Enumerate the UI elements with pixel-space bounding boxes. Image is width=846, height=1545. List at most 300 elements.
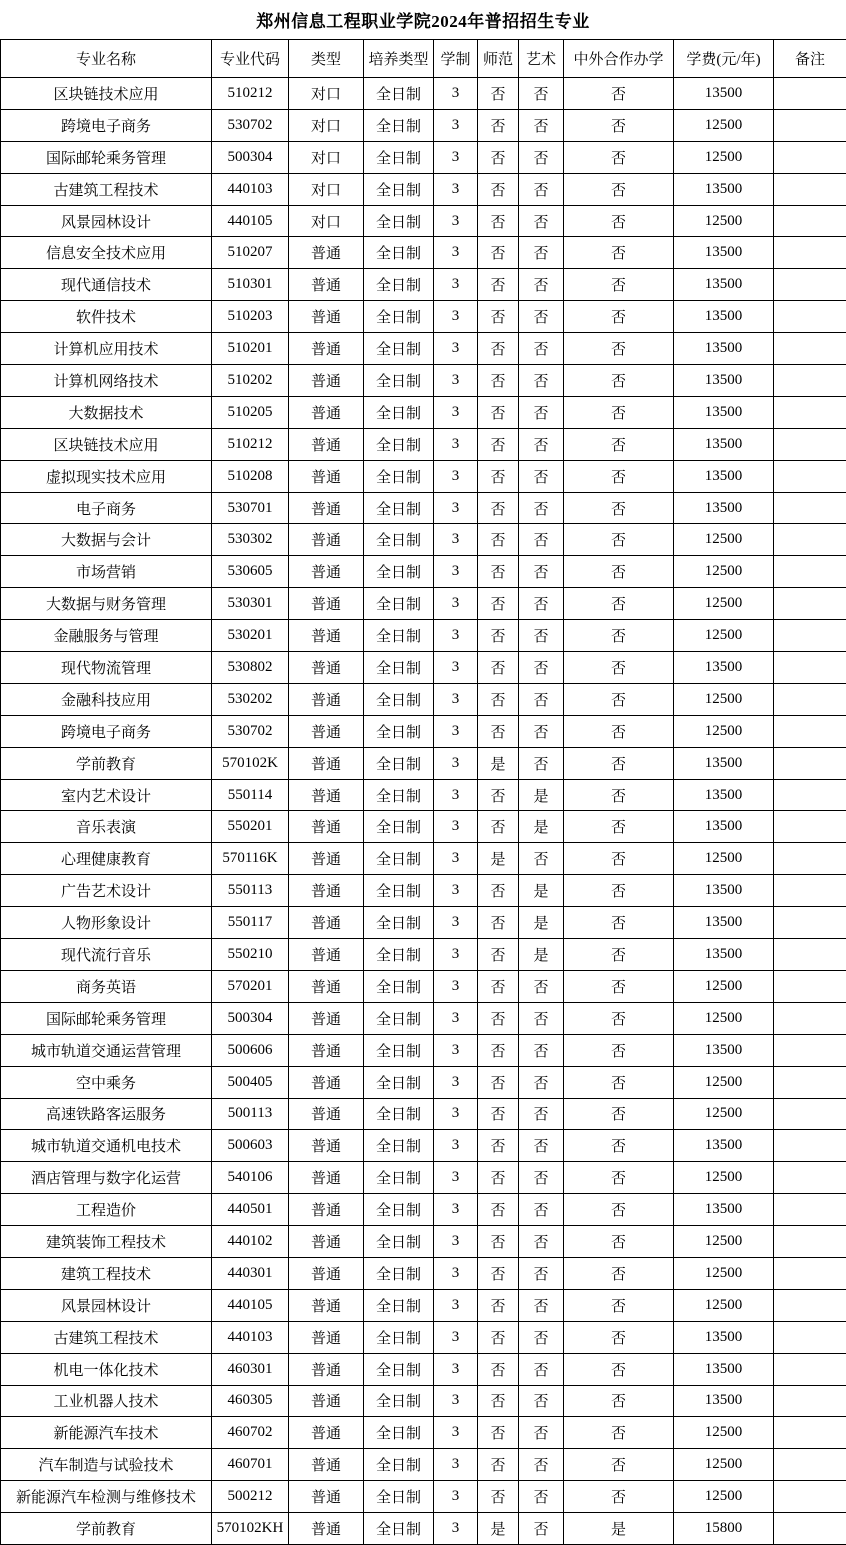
cell: 普通	[289, 588, 364, 620]
table-row	[1, 1194, 846, 1226]
cell: 普通	[289, 907, 364, 939]
cell: 商务英语	[1, 970, 212, 1002]
cell: 530702	[212, 109, 289, 141]
cell: 13500	[674, 907, 774, 939]
cell: 全日制	[364, 907, 434, 939]
cell: 全日制	[364, 1034, 434, 1066]
cell: 500212	[212, 1481, 289, 1513]
cell: 否	[519, 1066, 564, 1098]
cell: 全日制	[364, 1098, 434, 1130]
cell: 否	[564, 1002, 674, 1034]
cell: 全日制	[364, 1481, 434, 1513]
cell: 金融科技应用	[1, 683, 212, 715]
cell: 全日制	[364, 843, 434, 875]
cell: 否	[564, 269, 674, 301]
cell: 否	[519, 970, 564, 1002]
cell: 否	[478, 365, 519, 397]
cell: 否	[519, 1034, 564, 1066]
cell: 古建筑工程技术	[1, 1321, 212, 1353]
cell: 全日制	[364, 970, 434, 1002]
cell: 否	[519, 333, 564, 365]
cell: 是	[478, 747, 519, 779]
cell: 440103	[212, 1321, 289, 1353]
cell	[774, 1226, 846, 1258]
cell: 否	[564, 396, 674, 428]
cell: 计算机网络技术	[1, 365, 212, 397]
header-cell-2: 类型	[289, 40, 364, 78]
cell: 12500	[674, 588, 774, 620]
cell: 普通	[289, 333, 364, 365]
cell: 否	[564, 301, 674, 333]
cell: 13500	[674, 1321, 774, 1353]
cell	[774, 173, 846, 205]
cell: 否	[564, 715, 674, 747]
cell	[774, 269, 846, 301]
cell: 普通	[289, 1034, 364, 1066]
cell: 全日制	[364, 1289, 434, 1321]
cell: 12500	[674, 556, 774, 588]
cell: 500304	[212, 1002, 289, 1034]
cell	[774, 620, 846, 652]
cell: 普通	[289, 843, 364, 875]
table-row	[1, 556, 846, 588]
cell: 否	[564, 1257, 674, 1289]
cell: 普通	[289, 683, 364, 715]
cell: 440102	[212, 1226, 289, 1258]
cell: 普通	[289, 365, 364, 397]
cell: 否	[519, 173, 564, 205]
cell: 500405	[212, 1066, 289, 1098]
cell: 否	[519, 843, 564, 875]
cell: 普通	[289, 428, 364, 460]
cell: 3	[434, 524, 478, 556]
cell: 否	[519, 269, 564, 301]
cell: 否	[478, 620, 519, 652]
cell: 否	[519, 428, 564, 460]
cell: 530802	[212, 652, 289, 684]
cell: 否	[478, 1321, 519, 1353]
cell: 12500	[674, 109, 774, 141]
cell: 12500	[674, 205, 774, 237]
cell: 12500	[674, 1098, 774, 1130]
cell: 否	[564, 333, 674, 365]
cell: 普通	[289, 1321, 364, 1353]
cell: 否	[478, 492, 519, 524]
cell: 否	[478, 939, 519, 971]
cell: 对口	[289, 173, 364, 205]
cell: 普通	[289, 620, 364, 652]
cell: 3	[434, 141, 478, 173]
cell: 13500	[674, 1353, 774, 1385]
table-row	[1, 237, 846, 269]
cell: 否	[478, 428, 519, 460]
table-row	[1, 1066, 846, 1098]
cell: 全日制	[364, 811, 434, 843]
cell: 3	[434, 173, 478, 205]
cell: 否	[519, 492, 564, 524]
cell: 否	[478, 141, 519, 173]
header-cell-0: 专业名称	[1, 40, 212, 78]
cell	[774, 1353, 846, 1385]
cell: 否	[519, 1194, 564, 1226]
cell: 否	[564, 141, 674, 173]
cell: 否	[478, 109, 519, 141]
cell: 460701	[212, 1449, 289, 1481]
table-row	[1, 1289, 846, 1321]
cell: 空中乘务	[1, 1066, 212, 1098]
cell: 否	[519, 1289, 564, 1321]
cell: 否	[478, 779, 519, 811]
table-row	[1, 652, 846, 684]
cell: 3	[434, 1098, 478, 1130]
cell: 否	[478, 875, 519, 907]
table-row	[1, 269, 846, 301]
cell: 3	[434, 1002, 478, 1034]
cell: 否	[564, 620, 674, 652]
cell: 13500	[674, 1034, 774, 1066]
cell: 普通	[289, 1002, 364, 1034]
cell: 普通	[289, 269, 364, 301]
cell: 3	[434, 1321, 478, 1353]
cell: 否	[564, 652, 674, 684]
cell: 3	[434, 620, 478, 652]
cell: 否	[519, 141, 564, 173]
cell: 全日制	[364, 78, 434, 110]
cell: 500603	[212, 1130, 289, 1162]
cell: 否	[564, 205, 674, 237]
cell: 否	[564, 1162, 674, 1194]
cell: 全日制	[364, 620, 434, 652]
cell: 500304	[212, 141, 289, 173]
table-row	[1, 970, 846, 1002]
cell: 普通	[289, 1226, 364, 1258]
cell: 否	[478, 556, 519, 588]
table-row	[1, 1513, 846, 1545]
cell: 区块链技术应用	[1, 78, 212, 110]
cell: 否	[478, 333, 519, 365]
cell: 3	[434, 1449, 478, 1481]
admissions-majors-table	[0, 39, 846, 1545]
cell: 全日制	[364, 1353, 434, 1385]
cell: 否	[564, 492, 674, 524]
cell: 530302	[212, 524, 289, 556]
cell: 全日制	[364, 524, 434, 556]
cell: 510212	[212, 78, 289, 110]
cell: 否	[564, 939, 674, 971]
cell: 510301	[212, 269, 289, 301]
cell: 对口	[289, 78, 364, 110]
cell: 全日制	[364, 1417, 434, 1449]
cell: 否	[519, 460, 564, 492]
cell: 跨境电子商务	[1, 715, 212, 747]
cell: 13500	[674, 1130, 774, 1162]
cell: 新能源汽车技术	[1, 1417, 212, 1449]
cell: 510203	[212, 301, 289, 333]
cell: 全日制	[364, 301, 434, 333]
cell: 12500	[674, 1481, 774, 1513]
table-row	[1, 333, 846, 365]
cell: 13500	[674, 428, 774, 460]
cell: 全日制	[364, 492, 434, 524]
cell: 否	[478, 1481, 519, 1513]
cell: 530701	[212, 492, 289, 524]
cell: 全日制	[364, 1066, 434, 1098]
cell: 心理健康教育	[1, 843, 212, 875]
cell: 学前教育	[1, 1513, 212, 1545]
cell: 12500	[674, 141, 774, 173]
cell: 3	[434, 1481, 478, 1513]
cell: 普通	[289, 811, 364, 843]
cell: 城市轨道交通运营管理	[1, 1034, 212, 1066]
cell: 否	[478, 588, 519, 620]
cell: 否	[478, 1066, 519, 1098]
cell: 否	[519, 524, 564, 556]
cell: 全日制	[364, 747, 434, 779]
cell: 工业机器人技术	[1, 1385, 212, 1417]
cell: 金融服务与管理	[1, 620, 212, 652]
cell: 否	[519, 396, 564, 428]
cell	[774, 333, 846, 365]
header-cell-8: 学费(元/年)	[674, 40, 774, 78]
header-cell-5: 师范	[478, 40, 519, 78]
cell: 3	[434, 1066, 478, 1098]
cell: 3	[434, 683, 478, 715]
cell: 全日制	[364, 1194, 434, 1226]
table-row	[1, 843, 846, 875]
cell: 全日制	[364, 939, 434, 971]
cell: 全日制	[364, 1321, 434, 1353]
table-row	[1, 301, 846, 333]
cell: 是	[478, 843, 519, 875]
cell: 3	[434, 492, 478, 524]
cell: 普通	[289, 1513, 364, 1545]
cell: 否	[519, 1385, 564, 1417]
cell: 普通	[289, 1098, 364, 1130]
header-cell-1: 专业代码	[212, 40, 289, 78]
table-row	[1, 1257, 846, 1289]
cell: 12500	[674, 715, 774, 747]
cell: 否	[478, 1130, 519, 1162]
cell: 3	[434, 588, 478, 620]
cell: 3	[434, 843, 478, 875]
cell: 否	[478, 1162, 519, 1194]
cell: 12500	[674, 1289, 774, 1321]
cell	[774, 1066, 846, 1098]
cell: 否	[478, 1385, 519, 1417]
cell: 否	[564, 173, 674, 205]
cell: 否	[519, 556, 564, 588]
cell: 否	[519, 1098, 564, 1130]
cell: 否	[519, 237, 564, 269]
cell: 否	[564, 1098, 674, 1130]
cell: 否	[478, 1289, 519, 1321]
cell: 信息安全技术应用	[1, 237, 212, 269]
header-cell-9: 备注	[774, 40, 846, 78]
cell: 否	[564, 1034, 674, 1066]
cell: 古建筑工程技术	[1, 173, 212, 205]
table-row	[1, 428, 846, 460]
table-row	[1, 1449, 846, 1481]
cell: 否	[478, 301, 519, 333]
cell: 3	[434, 1130, 478, 1162]
cell: 否	[478, 907, 519, 939]
cell: 13500	[674, 460, 774, 492]
cell: 3	[434, 970, 478, 1002]
table-row	[1, 460, 846, 492]
cell: 3	[434, 556, 478, 588]
cell: 普通	[289, 1194, 364, 1226]
cell: 3	[434, 1162, 478, 1194]
cell: 13500	[674, 237, 774, 269]
cell: 540106	[212, 1162, 289, 1194]
cell	[774, 1481, 846, 1513]
table-row	[1, 1481, 846, 1513]
cell: 否	[519, 1226, 564, 1258]
cell: 普通	[289, 1449, 364, 1481]
cell: 全日制	[364, 715, 434, 747]
cell: 高速铁路客运服务	[1, 1098, 212, 1130]
cell: 530702	[212, 715, 289, 747]
cell: 3	[434, 1257, 478, 1289]
cell	[774, 779, 846, 811]
table-row	[1, 396, 846, 428]
cell: 12500	[674, 1162, 774, 1194]
cell: 否	[478, 396, 519, 428]
cell: 否	[478, 524, 519, 556]
cell: 3	[434, 907, 478, 939]
cell	[774, 747, 846, 779]
cell: 否	[519, 715, 564, 747]
cell: 全日制	[364, 269, 434, 301]
cell: 大数据与会计	[1, 524, 212, 556]
cell: 否	[478, 1034, 519, 1066]
cell: 12500	[674, 1002, 774, 1034]
cell: 否	[519, 1513, 564, 1545]
cell: 550117	[212, 907, 289, 939]
table-body	[1, 78, 846, 1545]
table-row	[1, 1226, 846, 1258]
cell: 3	[434, 939, 478, 971]
cell: 13500	[674, 396, 774, 428]
cell: 570102K	[212, 747, 289, 779]
cell: 否	[564, 428, 674, 460]
cell: 12500	[674, 1226, 774, 1258]
cell: 510207	[212, 237, 289, 269]
cell: 460702	[212, 1417, 289, 1449]
cell: 13500	[674, 779, 774, 811]
cell: 现代物流管理	[1, 652, 212, 684]
cell: 大数据技术	[1, 396, 212, 428]
cell: 人物形象设计	[1, 907, 212, 939]
cell	[774, 1098, 846, 1130]
cell: 否	[519, 652, 564, 684]
cell: 否	[564, 365, 674, 397]
cell: 500606	[212, 1034, 289, 1066]
cell: 普通	[289, 747, 364, 779]
cell	[774, 428, 846, 460]
cell: 12500	[674, 524, 774, 556]
cell: 15800	[674, 1513, 774, 1545]
cell: 酒店管理与数字化运营	[1, 1162, 212, 1194]
cell: 否	[519, 1002, 564, 1034]
cell: 全日制	[364, 652, 434, 684]
cell	[774, 301, 846, 333]
cell: 否	[478, 237, 519, 269]
cell: 13500	[674, 652, 774, 684]
cell: 否	[564, 843, 674, 875]
cell: 是	[519, 907, 564, 939]
cell	[774, 1385, 846, 1417]
cell: 机电一体化技术	[1, 1353, 212, 1385]
cell: 国际邮轮乘务管理	[1, 1002, 212, 1034]
cell: 否	[519, 1162, 564, 1194]
cell: 全日制	[364, 1130, 434, 1162]
cell: 否	[478, 1194, 519, 1226]
cell: 12500	[674, 683, 774, 715]
cell: 市场营销	[1, 556, 212, 588]
cell	[774, 875, 846, 907]
cell	[774, 237, 846, 269]
cell: 3	[434, 269, 478, 301]
cell: 13500	[674, 1194, 774, 1226]
cell: 学前教育	[1, 747, 212, 779]
cell: 建筑装饰工程技术	[1, 1226, 212, 1258]
cell: 12500	[674, 843, 774, 875]
table-row	[1, 492, 846, 524]
cell: 3	[434, 1353, 478, 1385]
cell: 普通	[289, 970, 364, 1002]
cell: 3	[434, 1417, 478, 1449]
cell: 否	[564, 1449, 674, 1481]
cell: 3	[434, 460, 478, 492]
cell: 否	[564, 747, 674, 779]
cell: 570102KH	[212, 1513, 289, 1545]
cell: 否	[564, 78, 674, 110]
cell: 500113	[212, 1098, 289, 1130]
cell: 全日制	[364, 396, 434, 428]
title-bar	[0, 0, 846, 39]
table-row	[1, 1002, 846, 1034]
cell: 全日制	[364, 1385, 434, 1417]
cell: 否	[564, 588, 674, 620]
table-row	[1, 875, 846, 907]
table-row	[1, 620, 846, 652]
cell: 3	[434, 652, 478, 684]
cell: 460305	[212, 1385, 289, 1417]
cell: 440103	[212, 173, 289, 205]
cell: 3	[434, 205, 478, 237]
cell: 否	[564, 907, 674, 939]
cell	[774, 652, 846, 684]
table-row	[1, 907, 846, 939]
cell: 530301	[212, 588, 289, 620]
cell: 否	[478, 1257, 519, 1289]
cell: 现代通信技术	[1, 269, 212, 301]
cell: 否	[564, 237, 674, 269]
table-row	[1, 109, 846, 141]
cell: 530202	[212, 683, 289, 715]
cell: 550113	[212, 875, 289, 907]
cell: 否	[564, 1385, 674, 1417]
cell: 否	[519, 1481, 564, 1513]
table-row	[1, 747, 846, 779]
page-title: 郑州信息工程职业学院2024年普招招生专业	[256, 12, 590, 31]
cell: 普通	[289, 939, 364, 971]
cell: 否	[478, 205, 519, 237]
cell: 室内艺术设计	[1, 779, 212, 811]
cell: 全日制	[364, 683, 434, 715]
cell: 电子商务	[1, 492, 212, 524]
